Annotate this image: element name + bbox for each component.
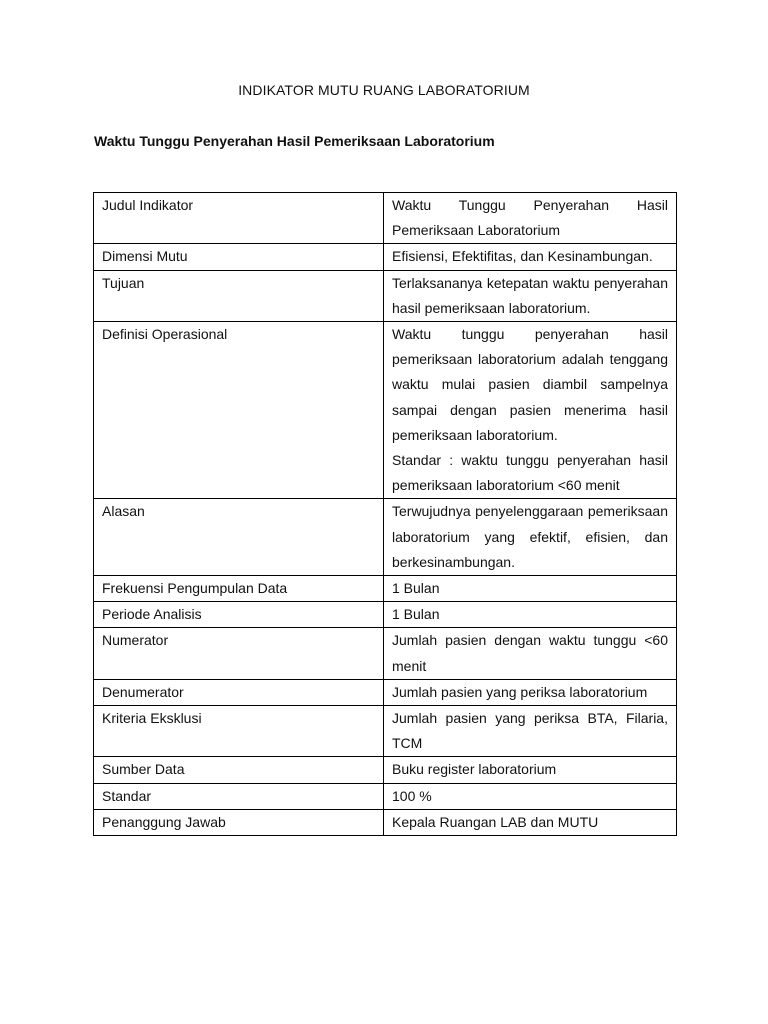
row-value xyxy=(384,576,677,602)
row-value-paragraph: Kepala Ruangan LAB dan MUTU xyxy=(392,813,599,830)
row-value xyxy=(384,809,677,835)
table-row xyxy=(94,576,677,602)
row-label: Judul Indikator xyxy=(94,193,384,244)
row-value xyxy=(384,244,677,270)
row-label: Denumerator xyxy=(94,679,384,705)
row-value xyxy=(384,193,677,244)
table-row xyxy=(94,679,677,705)
row-value-paragraph: Terwujudnya penyelenggaraan pemeriksaan laboratorium yang efektif, efisien, dan berkesinambungan. xyxy=(392,503,668,570)
indicator-table-body xyxy=(94,193,677,836)
row-value xyxy=(384,602,677,628)
row-value xyxy=(384,757,677,783)
row-label: Definisi Operasional xyxy=(94,322,384,499)
row-label: Alasan xyxy=(94,499,384,576)
indicator-table xyxy=(93,192,677,836)
table-row xyxy=(94,602,677,628)
row-label: Tujuan xyxy=(94,270,384,321)
table-row xyxy=(94,628,677,679)
row-value xyxy=(384,706,677,757)
row-label: Periode Analisis xyxy=(94,602,384,628)
table-row xyxy=(94,809,677,835)
row-value xyxy=(384,628,677,679)
row-label: Penanggung Jawab xyxy=(94,809,384,835)
row-value-paragraph: 100 % xyxy=(392,787,432,804)
table-row xyxy=(94,706,677,757)
row-value-paragraph: Waktu tunggu penyerahan hasil pemeriksaan laboratorium adalah tenggang waktu mulai pasien diambil sampelnya sampai dengan pasien menerima hasil pemeriksaan laboratorium. xyxy=(392,326,668,443)
table-row xyxy=(94,783,677,809)
row-value-paragraph: Jumlah pasien yang periksa laboratorium xyxy=(392,683,648,700)
row-value-paragraph: Jumlah pasien yang periksa BTA, Filaria, TCM xyxy=(392,710,668,752)
row-label: Sumber Data xyxy=(94,757,384,783)
row-value xyxy=(384,270,677,321)
row-value xyxy=(384,679,677,705)
table-row xyxy=(94,270,677,321)
indicator-subtitle: Waktu Tunggu Penyerahan Hasil Pemeriksaan Laboratorium xyxy=(94,133,495,149)
row-value xyxy=(384,783,677,809)
table-row xyxy=(94,757,677,783)
row-value-paragraph: Jumlah pasien dengan waktu tunggu <60 menit xyxy=(392,632,668,674)
row-label: Frekuensi Pengumpulan Data xyxy=(94,576,384,602)
row-value xyxy=(384,322,677,499)
table-row xyxy=(94,322,677,499)
table-row xyxy=(94,499,677,576)
table-row xyxy=(94,193,677,244)
row-value-paragraph: Terlaksananya ketepatan waktu penyerahan hasil pemeriksaan laboratorium. xyxy=(392,274,668,316)
row-label: Numerator xyxy=(94,628,384,679)
row-value-paragraph: Standar : waktu tunggu penyerahan hasil pemeriksaan laboratorium <60 menit xyxy=(392,452,668,494)
row-value-paragraph: Efisiensi, Efektifitas, dan Kesinambungan. xyxy=(392,248,653,265)
row-value-paragraph: 1 Bulan xyxy=(392,606,440,623)
row-value xyxy=(384,499,677,576)
row-value-paragraph: 1 Bulan xyxy=(392,580,440,597)
row-value-paragraph: Buku register laboratorium xyxy=(392,761,557,778)
page-title: INDIKATOR MUTU RUANG LABORATORIUM xyxy=(238,82,530,98)
row-label: Dimensi Mutu xyxy=(94,244,384,270)
row-label: Standar xyxy=(94,783,384,809)
row-label: Kriteria Eksklusi xyxy=(94,706,384,757)
row-value-paragraph: Waktu Tunggu Penyerahan Hasil Pemeriksaan Laboratorium xyxy=(392,197,668,239)
table-row xyxy=(94,244,677,270)
